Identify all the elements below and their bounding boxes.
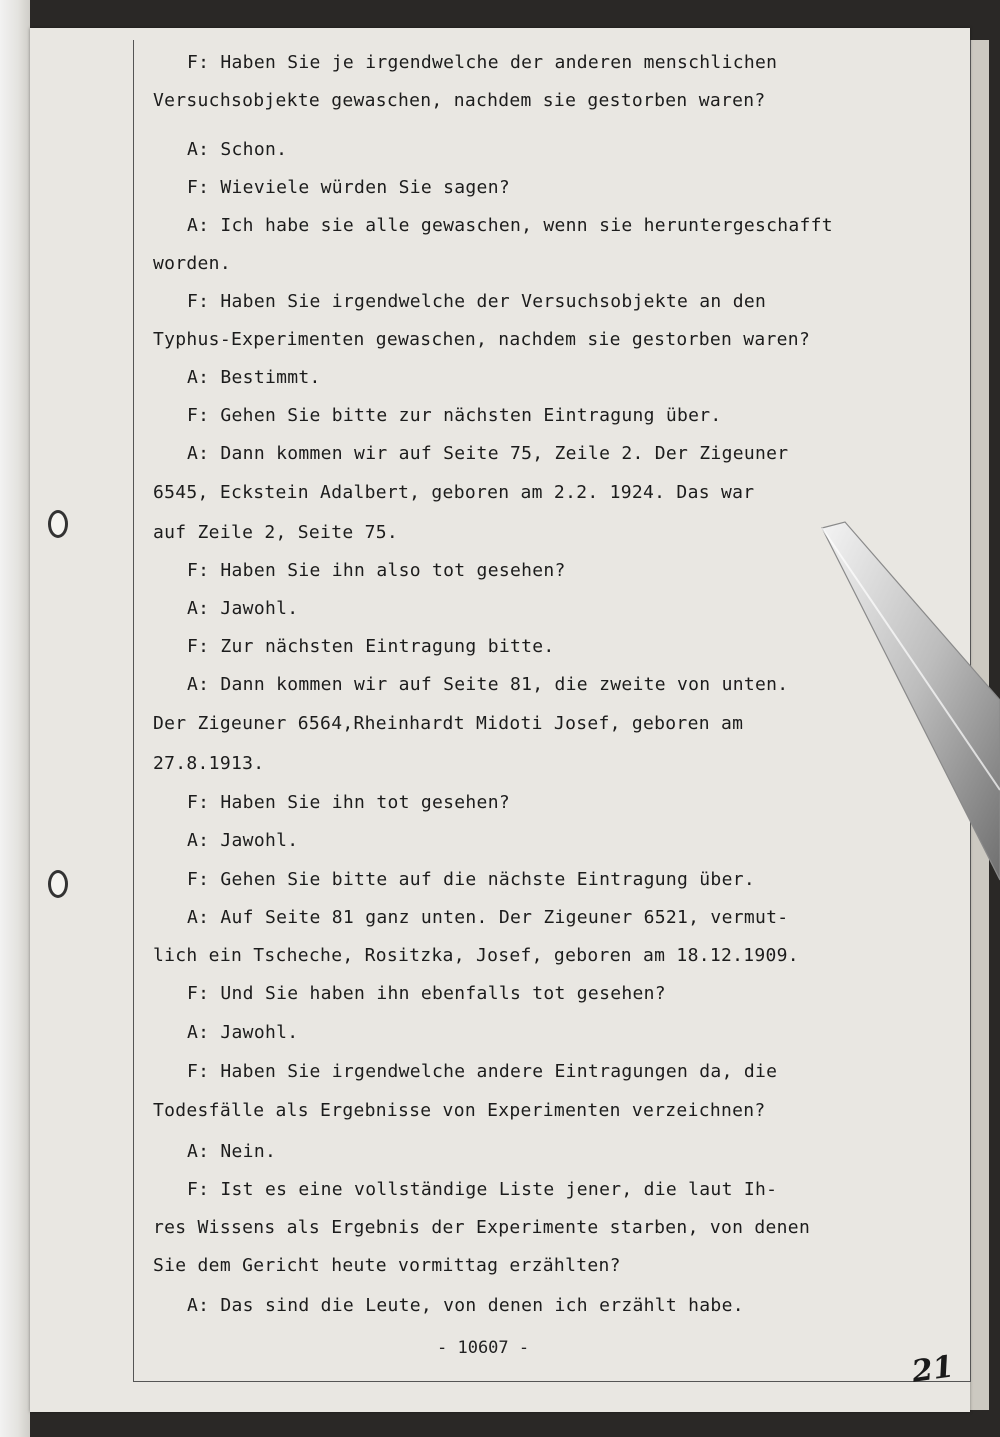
binding-fold [0, 0, 30, 1437]
text-line: A: Bestimmt. [187, 367, 321, 388]
punch-hole [48, 510, 68, 538]
text-line: F: Und Sie haben ihn ebenfalls tot gesehen? [187, 983, 666, 1004]
text-line: Versuchsobjekte gewaschen, nachdem sie gestorben waren? [153, 90, 766, 111]
text-line: F: Haben Sie irgendwelche der Versuchsobjekte an den [187, 291, 767, 312]
text-line: lich ein Tscheche, Rositzka, Josef, geboren am 18.12.1909. [153, 945, 799, 966]
text-line: A: Dann kommen wir auf Seite 75, Zeile 2. Der Zigeuner [187, 443, 789, 464]
text-line: Todesfälle als Ergebnisse von Experimenten verzeichnen? [153, 1100, 766, 1121]
text-line: 6545, Eckstein Adalbert, geboren am 2.2. 1924. Das war [153, 482, 755, 503]
text-line: F: Zur nächsten Eintragung bitte. [187, 636, 555, 657]
text-line: F: Haben Sie je irgendwelche der anderen menschlichen [187, 52, 778, 73]
text-line: F: Ist es eine vollständige Liste jener, die laut Ih- [187, 1179, 778, 1200]
text-line: F: Haben Sie ihn also tot gesehen? [187, 560, 566, 581]
text-line: A: Nein. [187, 1141, 277, 1162]
text-line: auf Zeile 2, Seite 75. [153, 522, 399, 543]
text-line: F: Wieviele würden Sie sagen? [187, 177, 510, 198]
text-line: A: Dann kommen wir auf Seite 81, die zweite von unten. [187, 674, 789, 695]
text-line: A: Jawohl. [187, 830, 299, 851]
text-line: F: Gehen Sie bitte zur nächsten Eintragung über. [187, 405, 722, 426]
punch-hole [48, 870, 68, 898]
text-line: A: Schon. [187, 139, 288, 160]
text-line: res Wissens als Ergebnis der Experimente starben, von denen [153, 1217, 811, 1238]
page-number: - 10607 - [437, 1338, 530, 1358]
text-line: A: Auf Seite 81 ganz unten. Der Zigeuner 6521, vermut- [187, 907, 789, 928]
text-line: A: Ich habe sie alle gewaschen, wenn sie heruntergeschafft [187, 215, 833, 236]
text-line: worden. [153, 253, 231, 274]
text-line: Typhus-Experimenten gewaschen, nachdem sie gestorben waren? [153, 329, 811, 350]
text-line: A: Das sind die Leute, von denen ich erzählt habe. [187, 1295, 744, 1316]
text-line: 27.8.1913. [153, 753, 265, 774]
text-line: A: Jawohl. [187, 1022, 299, 1043]
handwritten-folio-number: 21 [909, 1349, 956, 1390]
text-line: F: Haben Sie ihn tot gesehen? [187, 792, 510, 813]
text-line: A: Jawohl. [187, 598, 299, 619]
text-line: F: Haben Sie irgendwelche andere Eintragungen da, die [187, 1061, 778, 1082]
text-line: Sie dem Gericht heute vormittag erzählten? [153, 1255, 621, 1276]
text-line: F: Gehen Sie bitte auf die nächste Eintragung über. [187, 869, 755, 890]
text-line: Der Zigeuner 6564,Rheinhardt Midoti Josef, geboren am [153, 713, 744, 734]
